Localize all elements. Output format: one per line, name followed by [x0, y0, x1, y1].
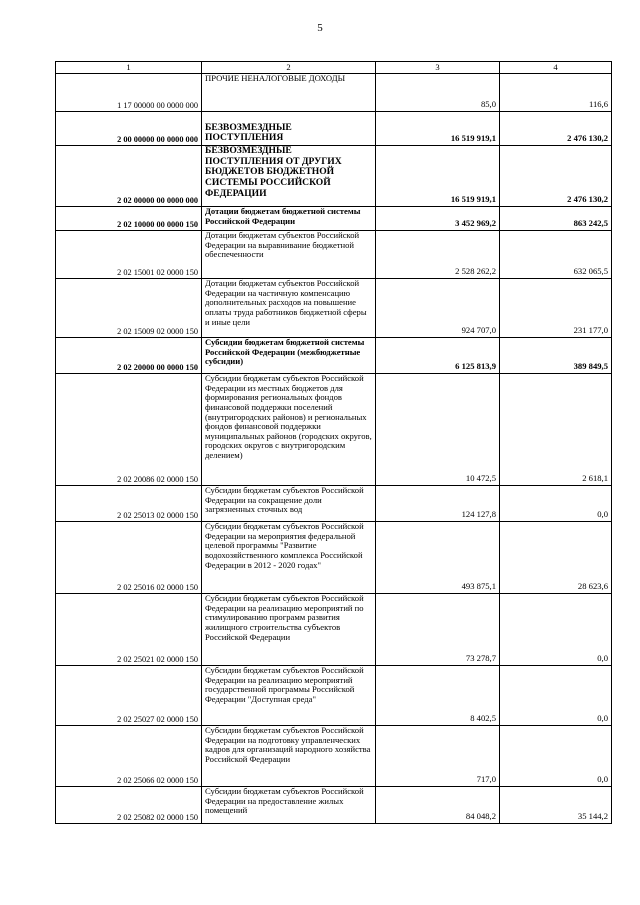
column-header: 3	[376, 62, 500, 74]
table-row	[56, 279, 612, 338]
classification-code: 2 02 20086 02 0000 150	[56, 374, 202, 486]
amount-col4: 2 476 130,2	[500, 146, 612, 207]
classification-code: 2 02 20000 00 0000 150	[56, 338, 202, 374]
revenue-name: Субсидии бюджетам субъектов Российской Федерации на реализацию мероприятий государственной программы Российской Федерации "Доступная среда"	[202, 666, 376, 726]
amount-col4: 28 623,6	[500, 522, 612, 594]
amount-col4: 0,0	[500, 486, 612, 522]
revenue-name: Субсидии бюджетам субъектов Российской Федерации на реализацию мероприятий по стимулированию программ развития жилищного строительства субъектов Российской Федерации	[202, 594, 376, 666]
table-row	[56, 374, 612, 486]
amount-col4: 0,0	[500, 726, 612, 787]
amount-col3: 73 278,7	[376, 594, 500, 666]
amount-col4: 231 177,0	[500, 279, 612, 338]
amount-col4: 0,0	[500, 594, 612, 666]
amount-col3: 493 875,1	[376, 522, 500, 594]
amount-col3: 10 472,5	[376, 374, 500, 486]
classification-code: 2 02 25016 02 0000 150	[56, 522, 202, 594]
table-row	[56, 112, 612, 146]
column-header: 4	[500, 62, 612, 74]
table-row	[56, 666, 612, 726]
revenue-name: Субсидии бюджетам субъектов Российской Федерации на мероприятия федеральной целевой программы "Развитие водохозяйственного комплекса Российской Федерации в 2012 - 2020 годах"	[202, 522, 376, 594]
amount-col3: 84 048,2	[376, 787, 500, 824]
revenue-name: Дотации бюджетам субъектов Российской Федерации на частичную компенсацию дополнительных расходов на повышение оплаты труда работников бюджетной сферы и иные цели	[202, 279, 376, 338]
table-header-row	[56, 62, 612, 74]
table-row	[56, 486, 612, 522]
table-row	[56, 594, 612, 666]
revenue-name: Субсидии бюджетам субъектов Российской Федерации из местных бюджетов для формирования региональных фондов финансовой поддержки поселений (внутригородских районов) и региональных фондов финансовой поддержки муниципальных районов (городских округов, городских округов с внутригородским делением)	[202, 374, 376, 486]
table-row	[56, 207, 612, 231]
classification-code: 2 02 25021 02 0000 150	[56, 594, 202, 666]
table-row	[56, 74, 612, 112]
amount-col4: 0,0	[500, 666, 612, 726]
revenue-name: Субсидии бюджетам субъектов Российской Федерации на подготовку управленческих кадров для организаций народного хозяйства Российской Федерации	[202, 726, 376, 787]
classification-code: 2 02 25082 02 0000 150	[56, 787, 202, 824]
table-row	[56, 231, 612, 279]
amount-col4: 389 849,5	[500, 338, 612, 374]
amount-col4: 863 242,5	[500, 207, 612, 231]
classification-code: 2 02 00000 00 0000 000	[56, 146, 202, 207]
amount-col3: 124 127,8	[376, 486, 500, 522]
revenue-name: БЕЗВОЗМЕЗДНЫЕ ПОСТУПЛЕНИЯ	[202, 112, 376, 146]
amount-col4: 632 065,5	[500, 231, 612, 279]
revenue-name: Дотации бюджетам бюджетной системы Российской Федерации	[202, 207, 376, 231]
table-row	[56, 522, 612, 594]
amount-col3: 6 125 813,9	[376, 338, 500, 374]
amount-col4: 2 618,1	[500, 374, 612, 486]
amount-col3: 3 452 969,2	[376, 207, 500, 231]
classification-code: 2 02 25027 02 0000 150	[56, 666, 202, 726]
amount-col4: 116,6	[500, 74, 612, 112]
revenue-name: Субсидии бюджетам субъектов Российской Федерации на предоставление жилых помещений	[202, 787, 376, 824]
classification-code: 2 02 15001 02 0000 150	[56, 231, 202, 279]
column-header: 1	[56, 62, 202, 74]
amount-col3: 717,0	[376, 726, 500, 787]
classification-code: 2 02 25066 02 0000 150	[56, 726, 202, 787]
page-number: 5	[317, 22, 323, 34]
table-row	[56, 787, 612, 824]
amount-col3: 16 519 919,1	[376, 112, 500, 146]
revenue-name: Субсидии бюджетам субъектов Российской Федерации на сокращение доли загрязненных сточных вод	[202, 486, 376, 522]
column-header: 2	[202, 62, 376, 74]
table-row	[56, 726, 612, 787]
table-row	[56, 338, 612, 374]
revenue-name: БЕЗВОЗМЕЗДНЫЕ ПОСТУПЛЕНИЯ ОТ ДРУГИХ БЮДЖЕТОВ БЮДЖЕТНОЙ СИСТЕМЫ РОССИЙСКОЙ ФЕДЕРАЦИИ	[202, 146, 376, 207]
amount-col4: 2 476 130,2	[500, 112, 612, 146]
amount-col3: 2 528 262,2	[376, 231, 500, 279]
amount-col3: 85,0	[376, 74, 500, 112]
budget-table	[55, 61, 612, 824]
classification-code: 1 17 00000 00 0000 000	[56, 74, 202, 112]
amount-col4: 35 144,2	[500, 787, 612, 824]
amount-col3: 8 402,5	[376, 666, 500, 726]
revenue-name: Субсидии бюджетам бюджетной системы Российской Федерации (межбюджетные субсидии)	[202, 338, 376, 374]
amount-col3: 924 707,0	[376, 279, 500, 338]
table-row	[56, 146, 612, 207]
classification-code: 2 00 00000 00 0000 000	[56, 112, 202, 146]
revenue-name: Дотации бюджетам субъектов Российской Федерации на выравнивание бюджетной обеспеченности	[202, 231, 376, 279]
revenue-name: ПРОЧИЕ НЕНАЛОГОВЫЕ ДОХОДЫ	[202, 74, 376, 112]
classification-code: 2 02 15009 02 0000 150	[56, 279, 202, 338]
classification-code: 2 02 25013 02 0000 150	[56, 486, 202, 522]
amount-col3: 16 519 919,1	[376, 146, 500, 207]
classification-code: 2 02 10000 00 0000 150	[56, 207, 202, 231]
